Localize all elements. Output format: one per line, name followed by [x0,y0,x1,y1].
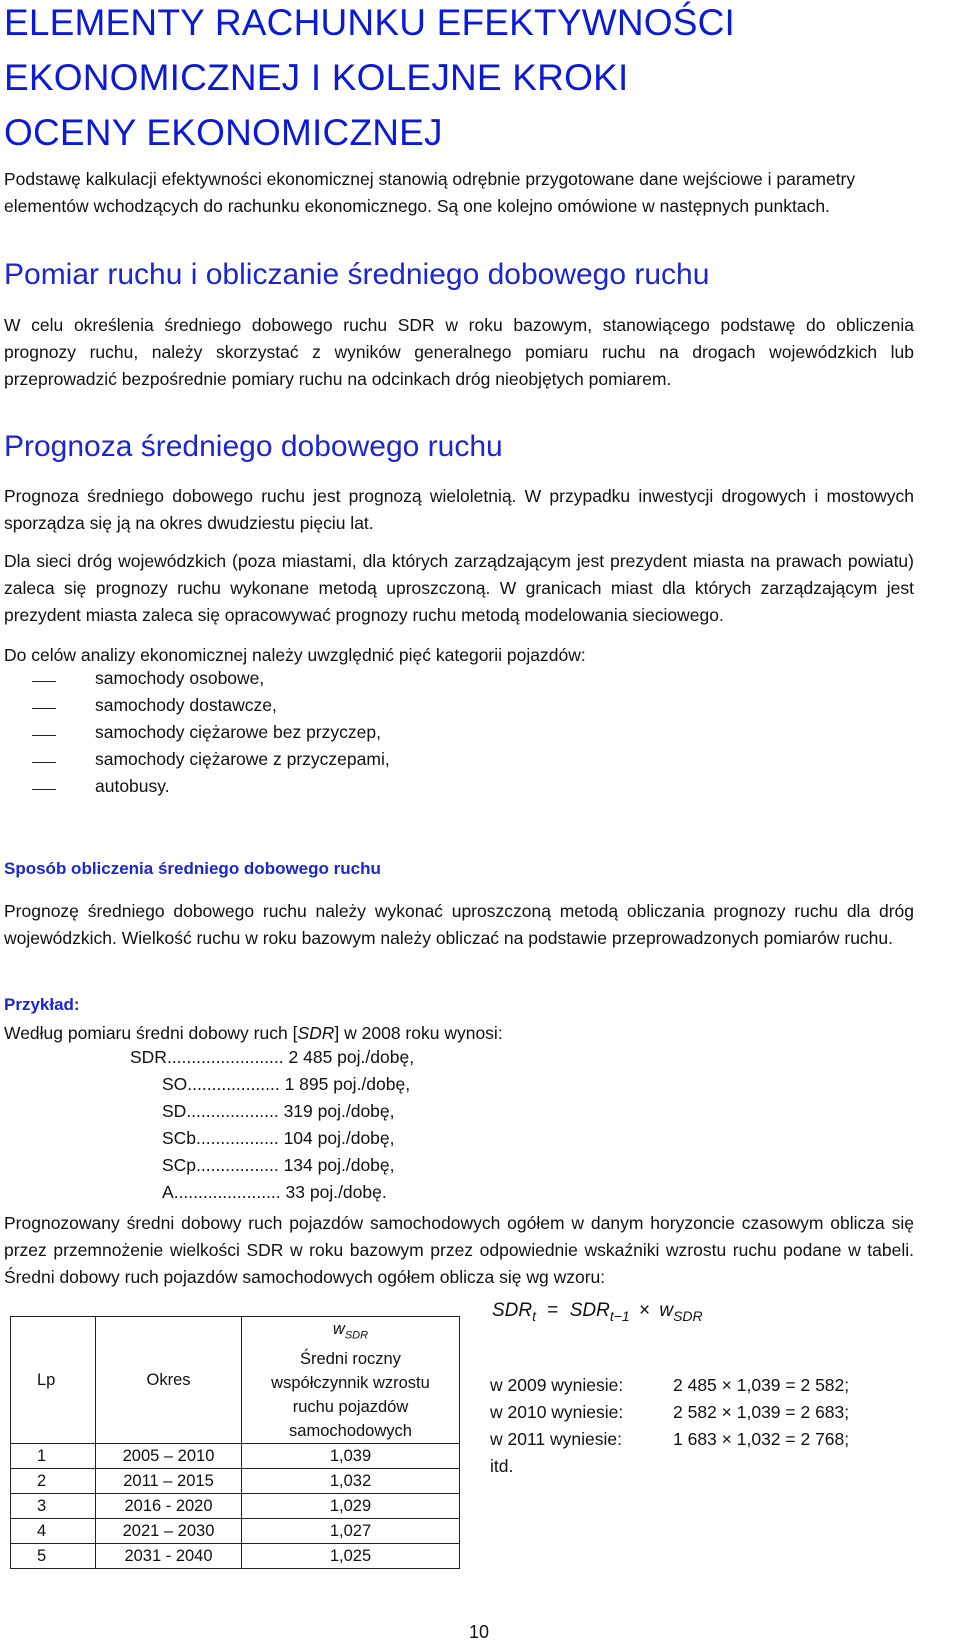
example-intro [4,1020,914,1047]
calculation-list [490,1375,910,1495]
intro-paragraph: Podstawę kalkulacji efektywności ekonomicznej stanowią odrębnie przygotowane dane wejściowe i parametry elementów wchodzących do rachunku ekonomicznego. Są one kolejno omówione w następnych punktach. [4,169,856,216]
header-w-desc: Średni roczny współczynnik wzrostu ruchu pojazdów samochodowych [271,1350,430,1441]
measurement-list [0,1047,600,1212]
example-label: Przykład: [4,995,80,1014]
measurement-row [162,1101,395,1122]
section-heading-calculation-method: Sposób obliczenia średniego dobowego ruchu [4,859,381,878]
cell-okres: 2021 – 2030 [96,1519,242,1544]
example-intro-after: ] w 2008 roku wynosi: [334,1023,503,1043]
example-after-paragraph: Prognozowany średni dobowy ruch pojazdów samochodowych ogółem w danym horyzoncie czasowym oblicza się przez przemnożenie wielkości SDR w roku bazowym przez odpowiednie wskaźniki wzrostu ruchu podane w tabeli. Średni dobowy ruch pojazdów samochodowych ogółem oblicza się wg wzoru: [4,1213,914,1287]
list-item-text: samochody ciężarowe z przyczepami, [95,749,390,769]
measurement-row [162,1155,395,1176]
list-item-text: samochody ciężarowe bez przyczep, [95,722,381,742]
measurement-name: SCb [162,1128,197,1148]
formula-eq: = [547,1300,559,1321]
cell-lp: 4 [11,1519,96,1544]
list-item-text: samochody osobowe, [95,668,265,688]
measurement-value: 33 poj./dobę. [285,1182,387,1202]
measurement-row [162,1074,410,1095]
table-row [11,1444,460,1469]
table-row [11,1544,460,1569]
header-w-main: w [332,1320,345,1338]
calc-label: w 2010 wyniesie: [490,1402,624,1422]
section2-paragraph-2: Dla sieci dróg wojewódzkich (poza miastami, dla których zarządzającym jest prezydent miasta na prawach powiatu) zaleca się prognozy ruchu wykonane metodą uproszczoną. W granicach miast dla których zarządzającym jest prezydent miasta zaleca się opracowywać prognozy ruchu metodą modelowania sieciowego. [4,551,914,625]
formula-lhs: SDR [492,1300,533,1321]
measurement-name: A [162,1182,174,1202]
header-w-sub: SDR [344,1329,369,1342]
measurement-name: SDR [130,1047,167,1067]
cell-okres: 2005 – 2010 [96,1444,242,1469]
list-item-text: autobusy. [95,776,170,796]
cell-lp: 2 [11,1469,96,1494]
dash-bullet [32,708,56,709]
dash-bullet [32,762,56,763]
cell-value: 1,025 [242,1544,460,1569]
calc-expr: 2 485 × 1,039 = 2 582; [673,1375,850,1395]
header-w-symbol [242,1317,459,1347]
measurement-name: SCp [162,1155,197,1175]
formula-rhs1-sub: t−1 [609,1307,630,1324]
cell-okres: 2016 - 2020 [96,1494,242,1519]
calc-label: w 2011 wyniesie: [490,1429,622,1449]
list-item-text: samochody dostawcze, [95,695,277,715]
formula-lhs-sub: t [532,1307,537,1324]
header-okres: Okres [96,1317,242,1444]
cell-value: 1,032 [242,1469,460,1494]
growth-factor-table-wrap [10,1316,460,1569]
vehicle-category-list [0,668,600,808]
cell-lp: 1 [11,1444,96,1469]
leader-dots: ................... [186,1101,279,1121]
cell-lp: 3 [11,1494,96,1519]
measurement-row [130,1047,414,1068]
cell-value: 1,039 [242,1444,460,1469]
section2-paragraph-1: Prognoza średniego dobowego ruchu jest prognozą wieloletnią. W przypadku inwestycji drogowych i mostowych sporządza się ją na okres dwudziestu pięciu lat. [4,486,914,533]
leader-dots: ................. [196,1128,279,1148]
header-w [242,1317,460,1444]
header-lp: Lp [11,1317,96,1444]
table-row [11,1469,460,1494]
cell-okres: 2011 – 2015 [96,1469,242,1494]
section2-paragraph-3: Do celów analizy ekonomicznej należy uwzględnić pięć kategorii pojazdów: [4,645,586,665]
formula-rhs2: w [659,1300,674,1321]
measurement-value: 134 poj./dobę, [283,1155,395,1175]
measurement-value: 319 poj./dobę, [283,1101,395,1121]
table-row [11,1519,460,1544]
measurement-value: 104 poj./dobę, [283,1128,395,1148]
table-row [11,1494,460,1519]
dash-bullet [32,789,56,790]
sdr-formula [492,1300,703,1324]
formula-times: × [638,1300,651,1321]
section-heading-traffic-forecast: Prognoza średniego dobowego ruchu [4,430,503,463]
formula-rhs2-sub: SDR [673,1307,703,1324]
section-heading-traffic-measurement: Pomiar ruchu i obliczanie średniego dobowego ruchu [4,258,710,291]
title-line: ELEMENTY RACHUNKU EFEKTYWNOŚCI [4,2,736,43]
leader-dots: ...................... [173,1182,281,1202]
leader-dots: ........................ [166,1047,284,1067]
dash-bullet [32,735,56,736]
calc-expr: 2 582 × 1,039 = 2 683; [673,1402,850,1422]
cell-value: 1,027 [242,1519,460,1544]
measurement-name: SD [162,1101,187,1121]
growth-factor-table [10,1316,460,1569]
dash-bullet [32,681,56,682]
table-header-row [11,1317,460,1444]
measurement-value: 2 485 poj./dobę, [288,1047,415,1067]
measurement-row [162,1128,395,1149]
page-title [4,0,944,160]
calc-label: w 2009 wyniesie: [490,1375,624,1395]
section3-paragraph: Prognozę średniego dobowego ruchu należy wykonać uproszczoną metodą obliczania prognozy ruchu dla dróg wojewódzkich. Wielkość ruchu w roku bazowym należy obliczać na podstawie przeprowadzonych pomiarów ruchu. [4,901,914,948]
cell-lp: 5 [11,1544,96,1569]
title-line: OCENY EKONOMICZNEJ [4,112,443,153]
measurement-name: SO [162,1074,188,1094]
example-intro-var: SDR [297,1023,335,1043]
measurement-row [162,1182,387,1203]
formula-rhs1: SDR [569,1300,610,1321]
calc-expr: 1 683 × 1,032 = 2 768; [673,1429,850,1449]
section1-paragraph: W celu określenia średniego dobowego ruchu SDR w roku bazowym, stanowiącego podstawę do obliczenia prognozy ruchu, należy skorzystać z wyników generalnego pomiaru ruchu na drogach wojewódzkich lub przeprowadzić bezpośrednie pomiary ruchu na odcinkach dróg nieobjętych pomiarem. [4,315,914,389]
cell-value: 1,029 [242,1494,460,1519]
example-intro-before: Według pomiaru średni dobowy ruch [ [4,1023,298,1043]
measurement-value: 1 895 poj./dobę, [284,1074,411,1094]
calc-label: itd. [490,1456,514,1476]
page-number: 10 [469,1622,490,1642]
cell-okres: 2031 - 2040 [96,1544,242,1569]
leader-dots: ................. [196,1155,279,1175]
title-line: EKONOMICZNEJ I KOLEJNE KROKI [4,57,629,98]
leader-dots: ................... [187,1074,280,1094]
